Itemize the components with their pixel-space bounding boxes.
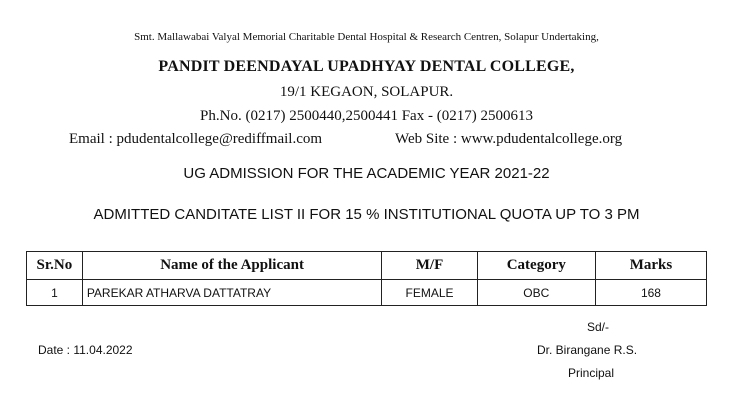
website-line: Web Site : www.pdudentalcollege.org <box>395 131 623 147</box>
admission-title: UG ADMISSION FOR THE ACADEMIC YEAR 2021-22 <box>183 165 550 182</box>
table-header-row <box>27 252 707 280</box>
col-marks: Marks <box>595 252 706 280</box>
college-address: 19/1 KEGAON, SOLAPUR. <box>279 84 454 100</box>
col-gender: M/F <box>382 252 477 280</box>
issue-date: Date : 11.04.2022 <box>38 343 133 357</box>
signatory-designation: Principal <box>568 366 615 380</box>
table-row <box>27 280 707 306</box>
list-title: ADMITTED CANDITATE LIST II FOR 15 % INSTITUTIONAL QUOTA UP TO 3 PM <box>93 206 640 223</box>
candidate-table <box>26 251 707 306</box>
col-name: Name of the Applicant <box>82 252 382 280</box>
trust-line: Smt. Mallawabai Valyal Memorial Charitable Dental Hospital & Research Centren, Solapur Undertaking, <box>134 31 599 43</box>
college-name: PANDIT DEENDAYAL UPADHYAY DENTAL COLLEGE, <box>158 58 575 75</box>
cell-name: PAREKAR ATHARVA DATTATRAY <box>82 280 382 306</box>
signatory-name: Dr. Birangane R.S. <box>537 343 638 357</box>
cell-gender: FEMALE <box>382 280 477 306</box>
email-line: Email : pdudentalcollege@rediffmail.com <box>69 131 323 147</box>
cell-marks: 168 <box>595 280 706 306</box>
col-sr-no: Sr.No <box>27 252 83 280</box>
col-category: Category <box>477 252 595 280</box>
cell-sr-no: 1 <box>27 280 83 306</box>
signed-mark: Sd/- <box>587 320 610 334</box>
phone-fax: Ph.No. (0217) 2500440,2500441 Fax - (0217) 2500613 <box>200 108 533 124</box>
cell-category: OBC <box>477 280 595 306</box>
